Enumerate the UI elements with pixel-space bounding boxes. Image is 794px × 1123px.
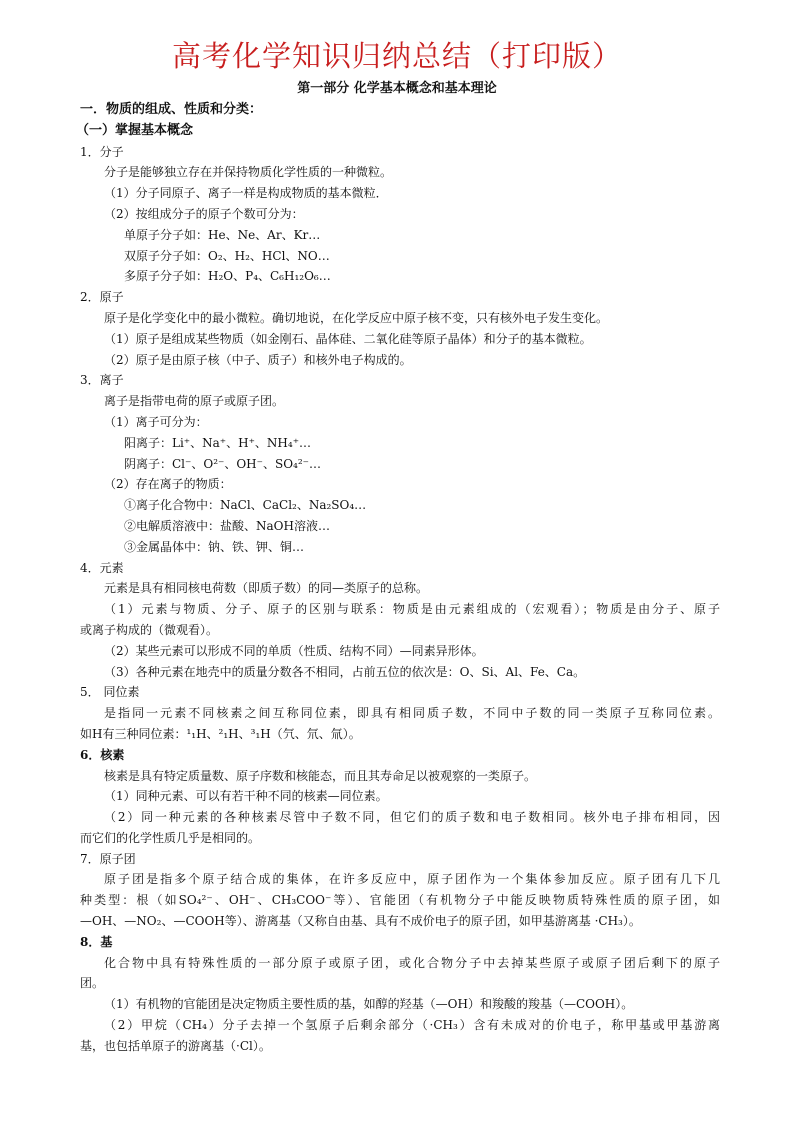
text-line: （2）甲烷（CH₄）分子去掉一个氢原子后剩余部分（·CH₃）含有未成对的价电子，称甲基或甲基游离: [104, 1018, 720, 1033]
text-line: —OH、—NO₂、—COOH等）、游离基（又称自由基、具有不成价电子的原子团，如甲基游离基 ·CH₃）。: [80, 914, 641, 929]
text-line: （1）有机物的官能团是决定物质主要性质的基，如醇的羟基（—OH）和羧酸的羧基（—COOH）。: [104, 997, 634, 1012]
text-line: 8．基: [80, 934, 113, 949]
text-line: （1）离子可分为：: [104, 414, 208, 429]
part-heading: 第一部分 化学基本概念和基本理论: [297, 81, 497, 96]
text-line: 团。: [80, 976, 105, 991]
document-body: [76, 100, 720, 1057]
text-line: 分子是能够独立存在并保持物质化学性质的一种微粒。: [104, 165, 393, 180]
text-line: 多原子分子如：H₂O、P₄、C₆H₁₂O₆…: [124, 269, 331, 284]
text-line: （1）元素与物质、分子、原子的区别与联系：物质是由元素组成的（宏观看）；物质是由分子、原子: [104, 602, 720, 617]
text-line: 7．原子团: [80, 851, 136, 866]
text-line: （3）各种元素在地壳中的质量分数各不相同，占前五位的依次是：O、Si、Al、Fe、Ca。: [104, 664, 586, 679]
text-line: 离子是指带电荷的原子或原子团。: [104, 394, 285, 409]
text-line: 双原子分子如：O₂、H₂、HCl、NO…: [124, 248, 330, 263]
text-line: 核素是具有特定质量数、原子序数和核能态，而且其寿命足以被观察的一类原子。: [104, 768, 537, 783]
text-line: 种类型：根（如SO₄²⁻、OH⁻、CH₃COO⁻等）、官能团（有机物分子中能反映物质特殊性质的原子团，如: [80, 893, 720, 908]
text-line: 4．元素: [80, 560, 124, 575]
text-line: （2）按组成分子的原子个数可分为：: [104, 206, 304, 221]
text-line: 1．分子: [80, 144, 124, 159]
text-line: 基，也包括单原子的游离基（·Cl）。: [80, 1038, 271, 1053]
text-line: 5． 同位素: [80, 685, 140, 700]
text-line: （2）原子是由原子核（中子、质子）和核外电子构成的。: [104, 352, 412, 367]
text-line: 一．物质的组成、性质和分类：: [80, 102, 263, 117]
text-line: （2）存在离子的物质：: [104, 477, 232, 492]
text-line: 化合物中具有特殊性质的一部分原子或原子团，或化合物分子中去掉某些原子或原子团后剩下的原子: [104, 955, 720, 970]
text-line: （一）掌握基本概念: [76, 122, 194, 138]
text-line: ③金属晶体中：钠、铁、钾、铜…: [124, 539, 305, 554]
text-line: 如H有三种同位素：¹₁H、²₁H、³₁H（氕、氘、氚）。: [80, 726, 361, 741]
text-line: 6．核素: [80, 747, 125, 762]
text-line: （1）同种元素、可以有若干种不同的核素—同位素。: [104, 789, 388, 804]
text-line: （2）某些元素可以形成不同的单质（性质、结构不同）—同素异形体。: [104, 643, 484, 658]
text-line: 原子团是指多个原子结合成的集体，在许多反应中，原子团作为一个集体参加反应。原子团有几下几: [104, 872, 720, 887]
text-line: 元素是具有相同核电荷数（即质子数）的同—类原子的总称。: [104, 581, 429, 596]
text-line: （1）分子同原子、离子一样是构成物质的基本微粒．: [104, 186, 388, 201]
text-line: 2．原子: [80, 290, 124, 305]
text-line: 是指同一元素不同核素之间互称同位素，即具有相同质子数，不同中子数的同一类原子互称同位素。: [104, 706, 720, 721]
text-line: 阳离子：Li⁺、Na⁺、H⁺、NH₄⁺…: [124, 435, 312, 450]
text-line: 3．离子: [80, 373, 124, 388]
text-line: 或离子构成的（微观看）。: [80, 622, 219, 637]
text-line: 而它们的化学性质几乎是相同的。: [80, 830, 261, 845]
text-line: 原子是化学变化中的最小微粒。确切地说，在化学反应中原子核不变，只有核外电子发生变化。: [104, 310, 609, 325]
text-line: ②电解质溶液中：盐酸、NaOH溶液…: [124, 518, 330, 533]
text-line: 阴离子：Cl⁻、O²⁻、OH⁻、SO₄²⁻…: [124, 456, 321, 471]
document-title: 高考化学知识归纳总结（打印版）: [171, 39, 622, 73]
text-line: （1）原子是组成某些物质（如金刚石、晶体硅、二氧化硅等原子晶体）和分子的基本微粒。: [104, 331, 592, 346]
text-line: （2）同一种元素的各种核素尽管中子数不同，但它们的质子数和电子数相同。核外电子排布相同，因: [104, 810, 720, 825]
text-line: 单原子分子如：He、Ne、Ar、Kr…: [124, 227, 321, 242]
text-line: ①离子化合物中：NaCl、CaCl₂、Na₂SO₄…: [124, 498, 367, 513]
